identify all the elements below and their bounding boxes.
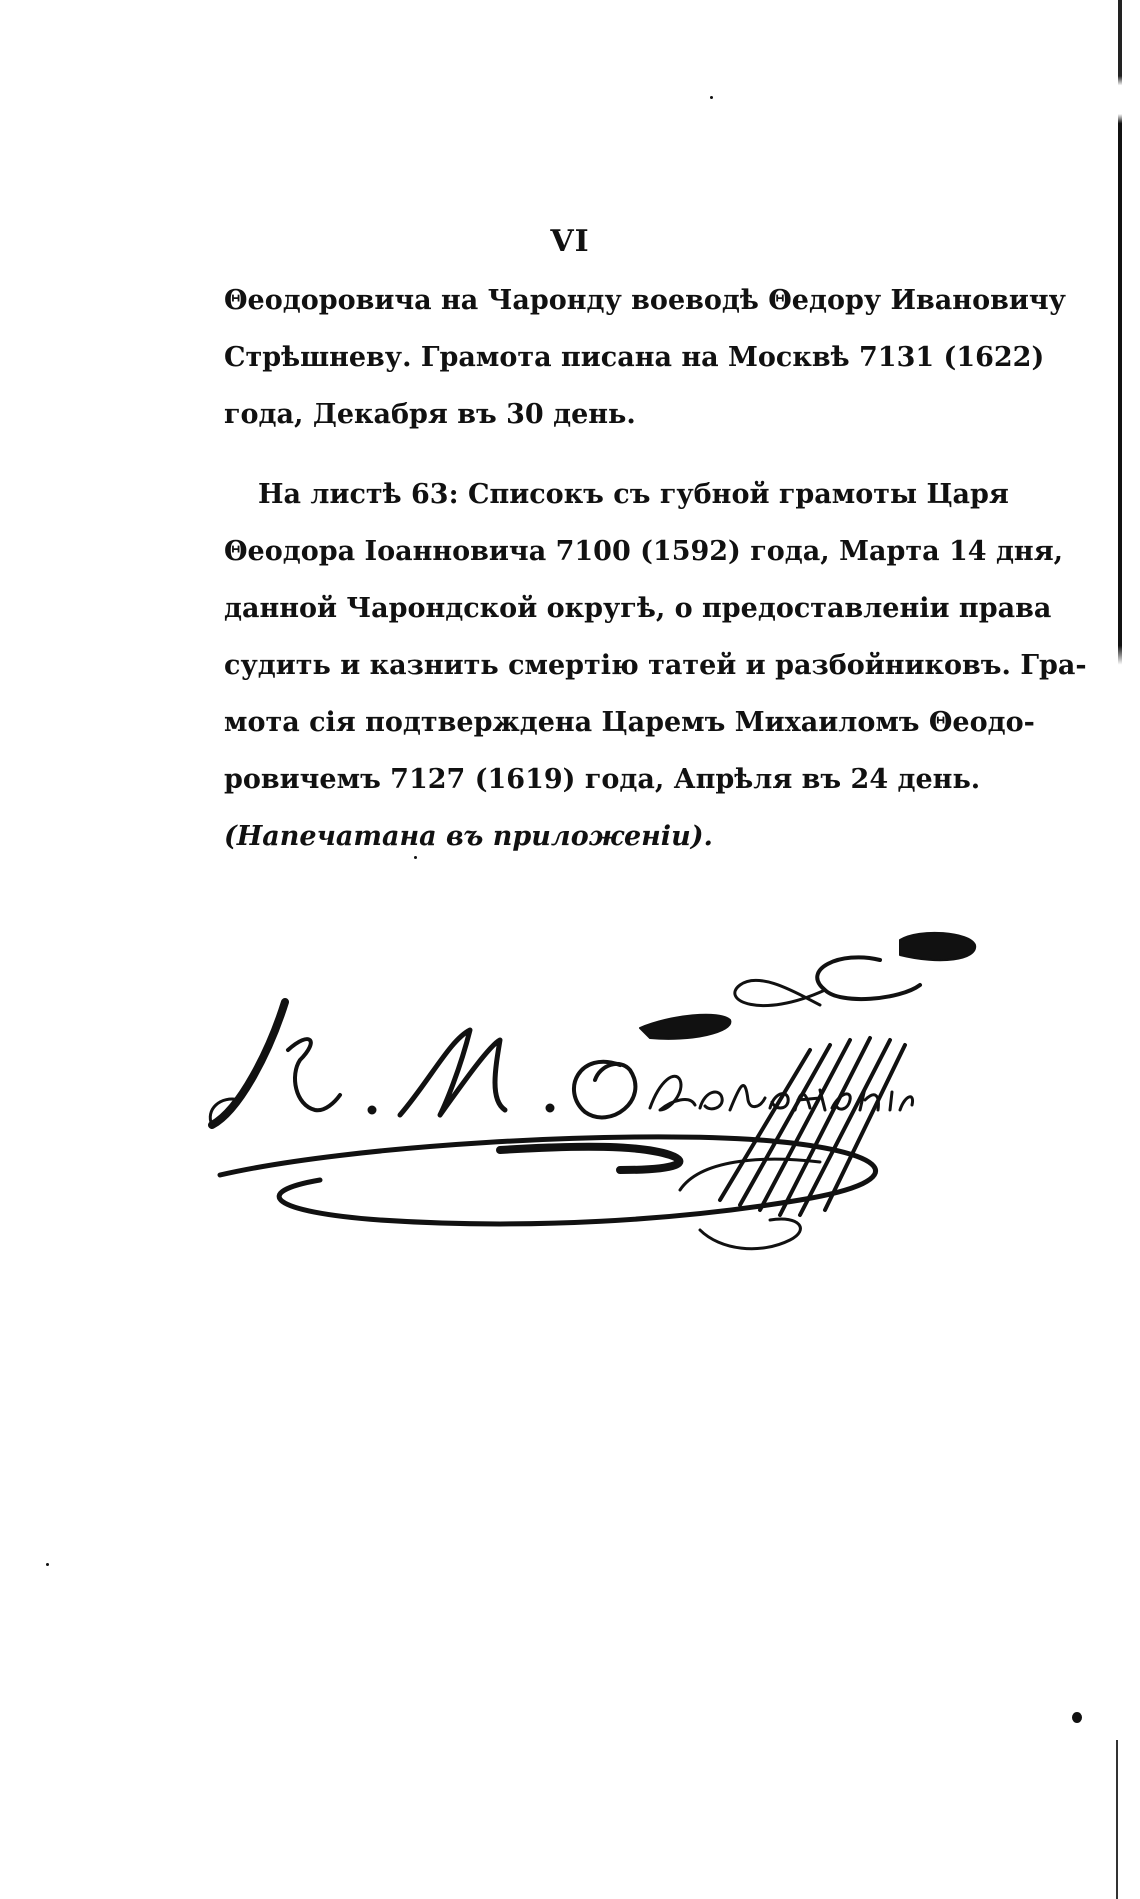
ink-speck	[414, 856, 417, 859]
paragraph2-line-5: мота сія подтверждена Царемъ Михаиломъ Θеодо-	[224, 707, 1035, 738]
paragraph2-line-1: На листѣ 63: Списокъ съ губной грамоты Царя	[258, 479, 1009, 510]
scan-edge-line-lower	[1116, 1740, 1118, 1899]
scan-edge-line	[1118, 0, 1122, 1899]
paragraph-continuation	[224, 272, 1066, 443]
paragraph2-line-6: ровичемъ 7127 (1619) года, Апрѣля въ 24 день.	[224, 764, 981, 795]
paragraph2-line-3: данной Чарондской округѣ, о предоставленіи права	[224, 593, 1052, 624]
paragraph1-line-2: Стрѣшневу. Грамота писана на Москвѣ 7131 (1622)	[224, 342, 1045, 373]
paragraph1-line-1: Θеодоровича на Чаронду воеводѣ Θедору Ивановичу	[224, 285, 1066, 316]
handwritten-signature	[200, 930, 1000, 1260]
paragraph-list-entry	[224, 466, 1087, 865]
paragraph2-note: (Напечатана въ приложеніи).	[224, 821, 713, 852]
page-number: VI	[550, 224, 590, 259]
ink-speck	[710, 96, 713, 99]
ink-speck	[46, 1563, 49, 1566]
paragraph2-line-2: Θеодора Іоанновича 7100 (1592) года, Марта 14 дня,	[224, 536, 1064, 567]
paragraph2-line-4: судить и казнить смертію татей и разбойниковъ. Гра-	[224, 650, 1087, 681]
ink-speck	[1072, 1712, 1082, 1723]
paragraph1-line-3: года, Декабря въ 30 день.	[224, 399, 636, 430]
